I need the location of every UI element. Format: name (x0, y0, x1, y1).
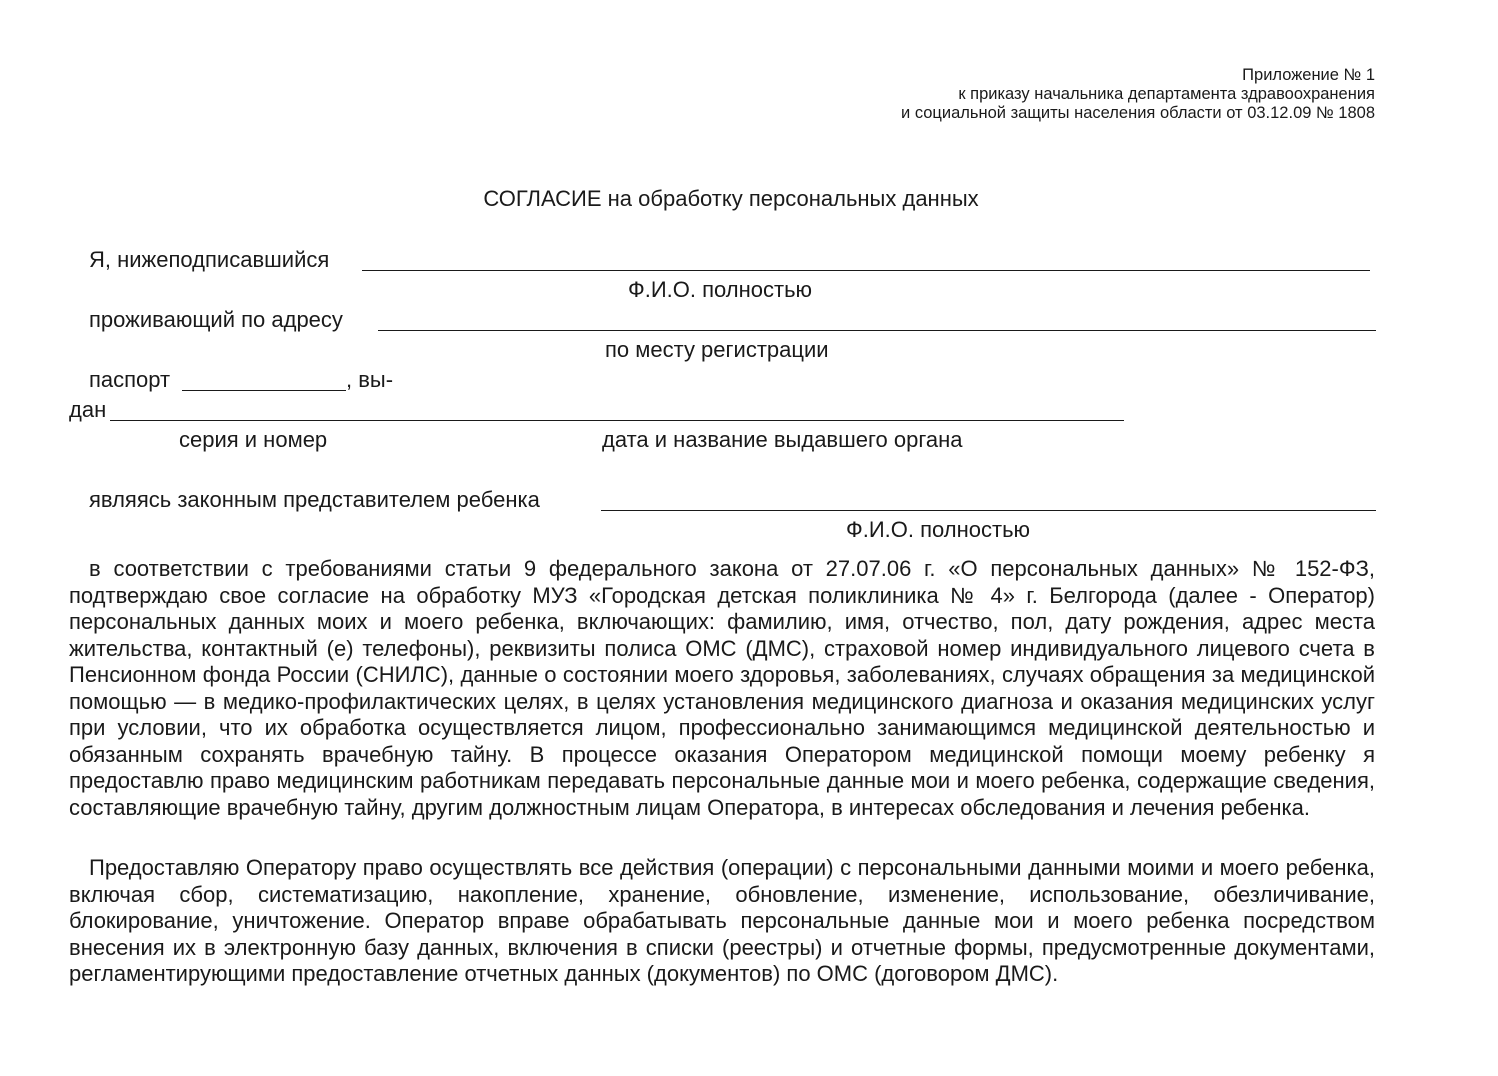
issued-by-field[interactable] (110, 420, 1124, 421)
issued-label-part2: дан (69, 397, 107, 422)
appendix-header (901, 66, 1375, 123)
appendix-order-line: к приказу начальника департамента здравоохранения (958, 85, 1375, 103)
consent-paragraph-2: Предоставляю Оператору право осуществлять все действия (операции) с персональными данными моими и моего ребенка, включая сбор, систематизацию, накопление, хранение, обновление, изменение, использование, обезличивание, блокирование, уничтожение. Оператор вправе обрабатывать персональные данные мои и моего ребенка посредством внесения их в электронную базу данных, включения в списки (реестры) и отчетные формы, предусмотренные документами, регламентирующими предоставление отчетных данных (документов) по ОМС (договором ДМС). (69, 855, 1375, 986)
representative-hint: Ф.И.О. полностью (846, 517, 1031, 542)
passport-hint: серия и номер (179, 427, 328, 452)
issued-hint: дата и название выдавшего органа (602, 427, 963, 452)
document-title: СОГЛАСИЕ на обработку персональных данных (483, 186, 979, 211)
undersigned-hint: Ф.И.О. полностью (628, 277, 813, 302)
passport-label: паспорт (89, 367, 171, 392)
address-hint: по месту регистрации (605, 337, 829, 362)
issued-label-part1: , вы- (346, 367, 394, 392)
undersigned-label: Я, нижеподписавшийся (89, 247, 330, 272)
representative-label: являясь законным представителем ребенка (89, 487, 540, 512)
passport-number-field[interactable] (182, 390, 346, 391)
address-label: проживающий по адресу (89, 307, 343, 332)
appendix-order-date: и социальной защиты населения области от 03.12.09 № 1808 (901, 104, 1375, 122)
consent-paragraph-1: в соответствии с требованиями статьи 9 федерального закона от 27.07.06 г. «О персональных данных» № 152-ФЗ, подтверждаю свое согласие на обработку МУЗ «Городская детская поликлиника № 4» г. Белгорода (далее - Оператор) персональных данных моих и моего ребенка, включающих: фамилию, имя, отчество, пол, дату рождения, адрес места жительства, контактный (е) телефоны), реквизиты полиса ОМС (ДМС), страховой номер индивидуального лицевого счета в Пенсионном фонда России (СНИЛС), данные о состоянии моего здоровья, заболеваниях, случаях обращения за медицинской помощью — в медико-профилактических целях, в целях установления медицинского диагноза и оказания медицинских услуг при условии, что их обработка осуществляется лицом, профессионально занимающимся медицинской деятельностью и обязанным сохранять врачебную тайну. В процессе оказания Оператором медицинской помощи моему ребенку я предоставлю право медицинским работникам передавать персональные данные мои и моего ребенка, содержащие сведения, составляющие врачебную тайну, другим должностным лицам Оператора, в интересах обследования и лечения ребенка. (69, 556, 1375, 820)
child-name-field[interactable] (601, 510, 1376, 511)
appendix-number: Приложение № 1 (1242, 66, 1375, 84)
address-field[interactable] (378, 330, 1376, 331)
undersigned-name-field[interactable] (362, 270, 1370, 271)
